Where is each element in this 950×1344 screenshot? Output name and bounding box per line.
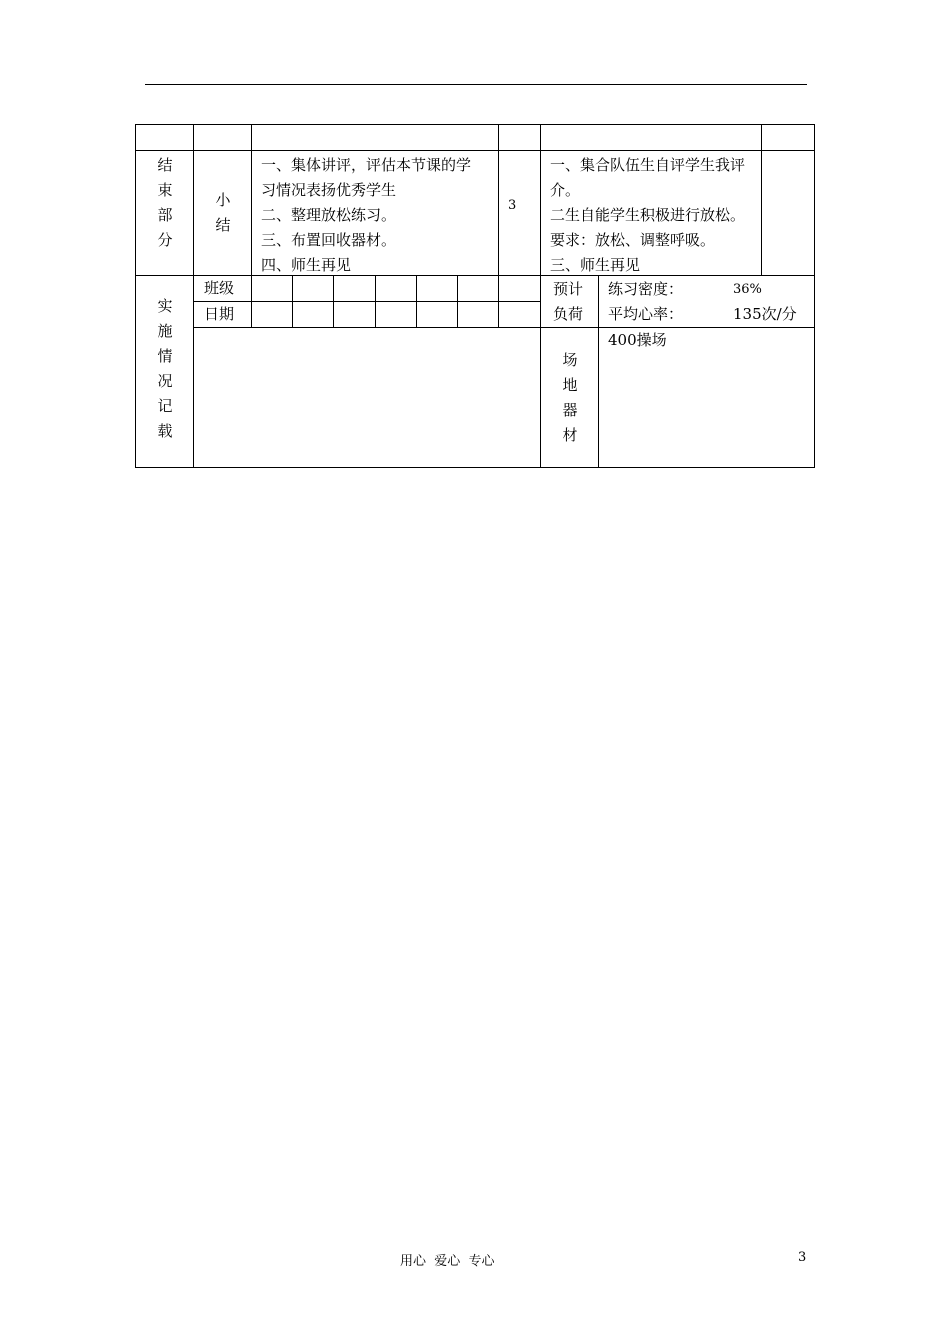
date-slot-3 [333,301,376,328]
remarks-cell [761,150,815,276]
venue-label-3: 器 [562,401,578,419]
organization-cell [540,150,762,276]
load-label-line-2: 负荷 [553,305,584,323]
density-label: 练习密度： [608,280,684,298]
venue-value: 400操场 [608,331,667,349]
page-number: 3 [798,1250,807,1265]
record-label-1: 实 [157,297,173,315]
date-slot-1 [251,301,293,328]
minutes-value: 3 [508,198,517,213]
content-line-4: 三、布置回收器材。 [261,231,397,249]
record-notes-area [193,327,541,468]
header-rule [145,84,807,85]
organization-line-3: 二生自能学生积极进行放松。 [550,206,746,224]
record-label-3: 情 [157,347,173,365]
class-slot-2 [292,275,334,302]
record-label-5: 记 [157,397,173,415]
organization-line-4: 要求：放松、调整呼吸。 [550,231,716,249]
class-slot-7 [498,275,541,302]
record-label-6: 载 [157,422,173,440]
date-slot-5 [416,301,458,328]
organization-line-2: 介。 [550,181,581,199]
organization-line-1: 一、集合队伍生自评学生我评 [550,156,746,174]
minutes-cell [498,150,541,276]
date-label-cell [193,301,252,328]
header-cell-4 [498,124,541,151]
date-label: 日期 [204,305,235,323]
end-section-label-2: 束 [157,181,173,199]
class-slot-6 [457,275,499,302]
header-cell-1 [135,124,194,151]
summary-label-cell [193,150,252,276]
record-label-4: 况 [157,372,173,390]
heart-rate-value: 135次/分 [733,305,797,323]
class-label: 班级 [204,279,235,297]
footer-motto: 用心 爱心 专心 [400,1254,495,1269]
end-section-label-4: 分 [157,231,173,249]
summary-label-1: 小 [215,191,231,209]
load-values-cell [598,275,815,328]
class-slot-3 [333,275,376,302]
venue-label-4: 材 [562,426,578,444]
density-value: 36% [733,282,762,297]
organization-line-5: 三、师生再见 [550,256,641,274]
venue-label-2: 地 [562,376,578,394]
summary-label-2: 结 [215,216,231,234]
date-slot-4 [375,301,417,328]
load-label-line-1: 预计 [553,280,584,298]
content-line-2: 习情况表扬优秀学生 [261,181,397,199]
date-slot-2 [292,301,334,328]
venue-value-cell [598,327,815,468]
header-cell-6 [761,124,815,151]
venue-label-1: 场 [562,351,578,369]
header-cell-2 [193,124,252,151]
class-slot-4 [375,275,417,302]
end-section-label-1: 结 [157,156,173,174]
load-label-cell [540,275,599,328]
content-line-5: 四、师生再见 [261,256,352,274]
venue-label-cell [540,327,599,468]
date-slot-6 [457,301,499,328]
header-cell-3 [251,124,499,151]
summary-content-cell [251,150,499,276]
class-slot-1 [251,275,293,302]
class-label-cell [193,275,252,302]
class-slot-5 [416,275,458,302]
record-label-cell [135,275,194,468]
record-label-2: 施 [157,322,173,340]
date-slot-7 [498,301,541,328]
content-line-1: 一、集体讲评，评估本节课的学 [261,156,472,174]
header-cell-5 [540,124,762,151]
end-section-label-3: 部 [157,206,173,224]
content-line-3: 二、整理放松练习。 [261,206,397,224]
heart-rate-label: 平均心率： [608,305,684,323]
end-section-label-cell [135,150,194,276]
